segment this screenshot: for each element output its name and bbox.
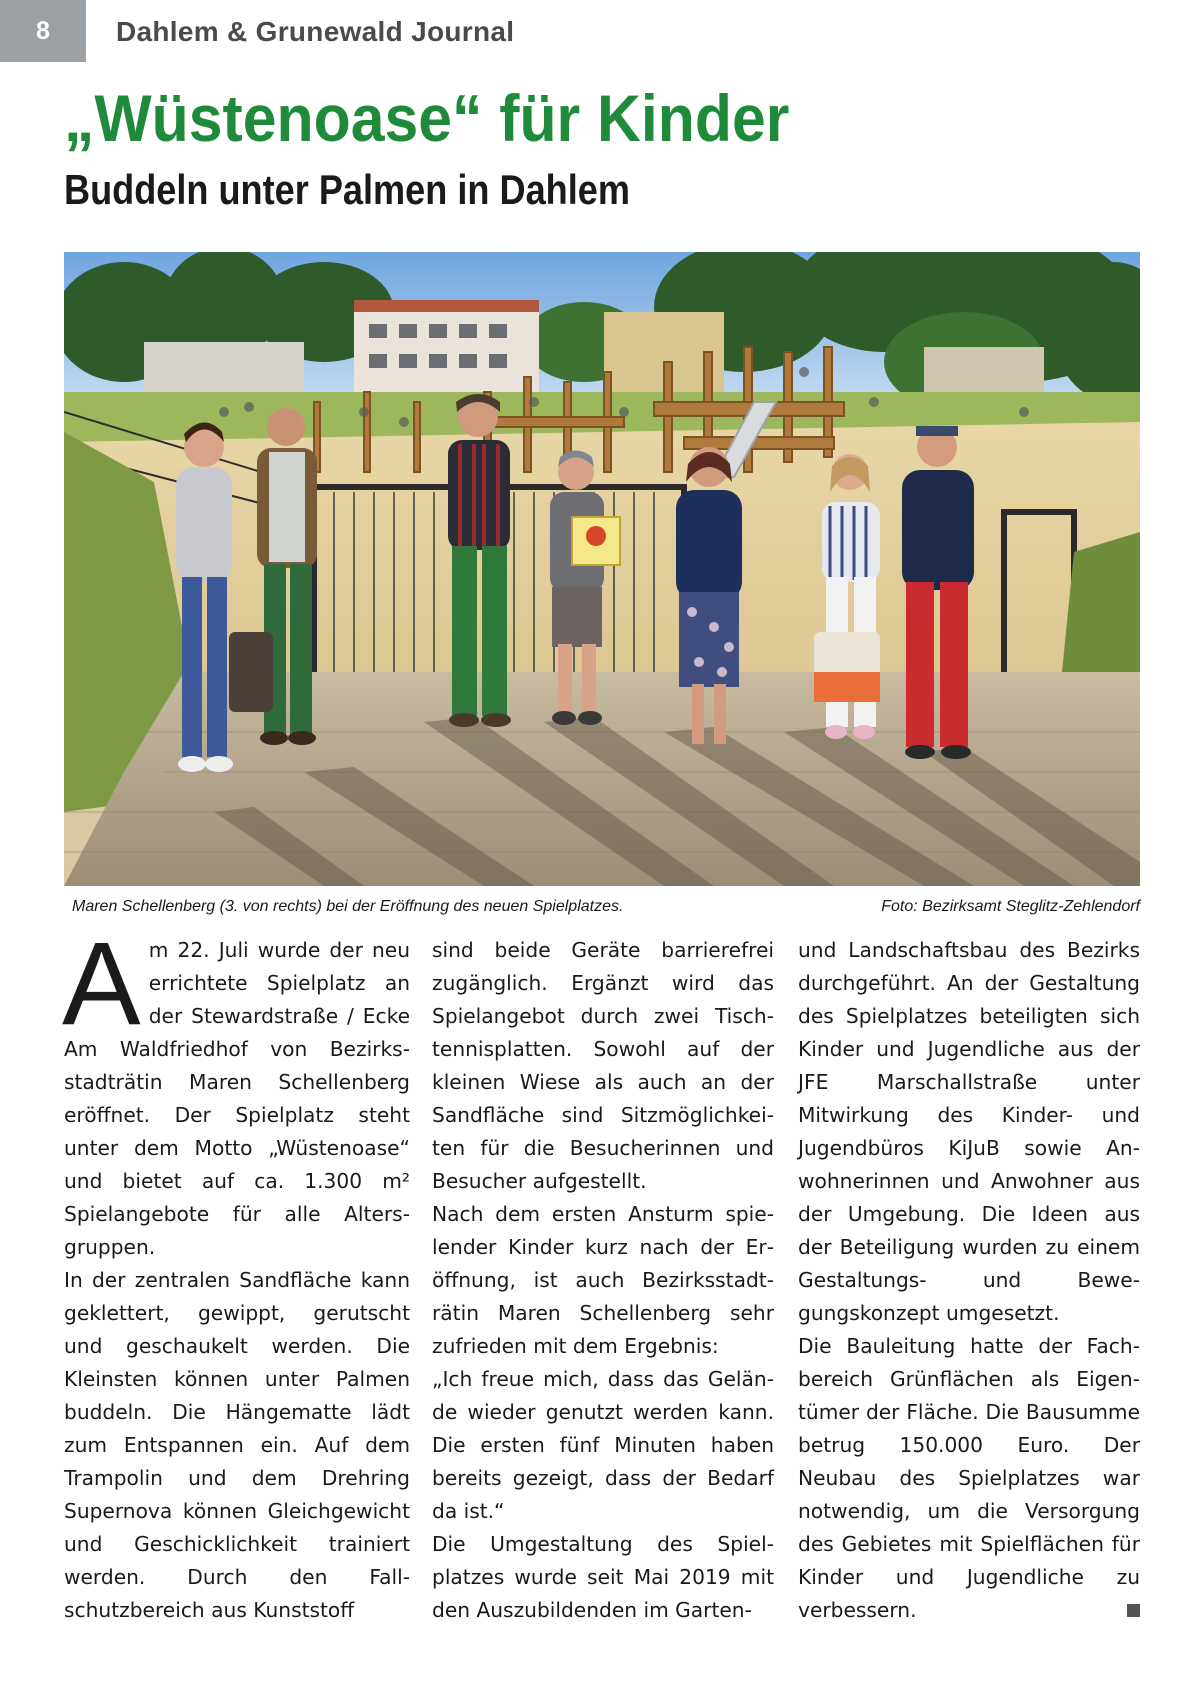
column-1-paragraph-1-text: m 22. Juli wurde der neu errichtete Spielplatz an der Stewardstraße / Ecke Am Waldfriedhof von Bezirksstadträtin Maren Schellenberg eröffnet. Der Spielplatz steht unter dem Motto „Wüstenoase“ und bietet auf ca. 1.300 m² Spielangebote für alle Altersgruppen. (64, 938, 410, 1259)
page-number: 8 (0, 0, 86, 62)
column-3-paragraph-2 (798, 1330, 1140, 1627)
photo-caption: Maren Schellenberg (3. von rechts) bei der Eröffnung des neuen Spielplatzes. (72, 898, 624, 915)
journal-name: Dahlem & Grunewald Journal (116, 16, 515, 47)
photo-credit: Foto: Bezirksamt Steglitz-Zehlendorf (881, 898, 1140, 915)
drop-cap: A (62, 918, 141, 1050)
column-2-paragraph-4: Die Umgestaltung des Spielplatzes wurde seit Mai 2019 mit den Auszubildenden im Garten- (432, 1532, 774, 1622)
article-column-3 (798, 934, 1140, 1627)
end-of-article-icon (1127, 1604, 1140, 1617)
column-3-paragraph-2-text: Die Bauleitung hatte der Fachbereich Grünflächen als Eigentümer der Fläche. Die Bausumme betrug 150.000 Euro. Der Neubau des Spielplatzes war notwendig, um die Versorgung des Gebietes mit Spielflächen für Kinder und Jugendliche zu verbessern. (798, 1334, 1140, 1622)
article-column-2 (432, 934, 774, 1627)
article-photo (64, 252, 1140, 886)
column-1-paragraph-2: In der zentralen Sandfläche kann geklettert, gewippt, gerutscht und geschaukelt werden. Die Kleinsten können unter Palmen buddeln. Die Hängematte lädt zum Entspannen ein. Auf dem Trampolin und dem Drehring Supernova können Gleichgewicht und Geschicklichkeit trainiert werden. Durch den Fallschutzbereich aus Kunststoff (64, 1268, 410, 1622)
article-headline: „Wüstenoase“ für Kinder (64, 81, 790, 155)
article-column-1 (62, 918, 410, 1627)
column-1-paragraph-1 (62, 918, 410, 1264)
column-2-quote: „Ich freue mich, dass das Gelände wieder genutzt werden kann. Die ersten fünf Minuten haben bereits gezeigt, dass der Bedarf da ist.“ (432, 1367, 774, 1523)
column-2-paragraph-2: Nach dem ersten Ansturm spielender Kinder kurz nach der Eröffnung, ist auch Bezirksstadträtin Maren Schellenberg sehr zufrieden mit dem Ergebnis: (432, 1202, 774, 1358)
playground-photo-illustration (64, 252, 1140, 886)
article-subheadline: Buddeln unter Palmen in Dahlem (64, 166, 630, 213)
column-2-paragraph-1: sind beide Geräte barrierefrei zugänglich. Ergänzt wird das Spielangebot durch zwei Tischtennisplatten. Sowohl auf der kleinen Wiese als auch an der Sandfläche sind Sitzmöglichkeiten für die Besucherinnen und Besucher aufgestellt. (432, 938, 774, 1193)
column-3-paragraph-1: und Landschaftsbau des Bezirks durchgeführt. An der Gestaltung des Spielplatzes beteiligten sich Kinder und Jugendliche aus der JFE Marschallstraße unter Mitwirkung des Kinder- und Jugendbüros KiJuB sowie Anwohnerinnen und Anwohner aus der Umgebung. Die Ideen aus der Beteiligung wurden zu einem Gestaltungs- und Bewegungskonzept umgesetzt. (798, 938, 1140, 1325)
